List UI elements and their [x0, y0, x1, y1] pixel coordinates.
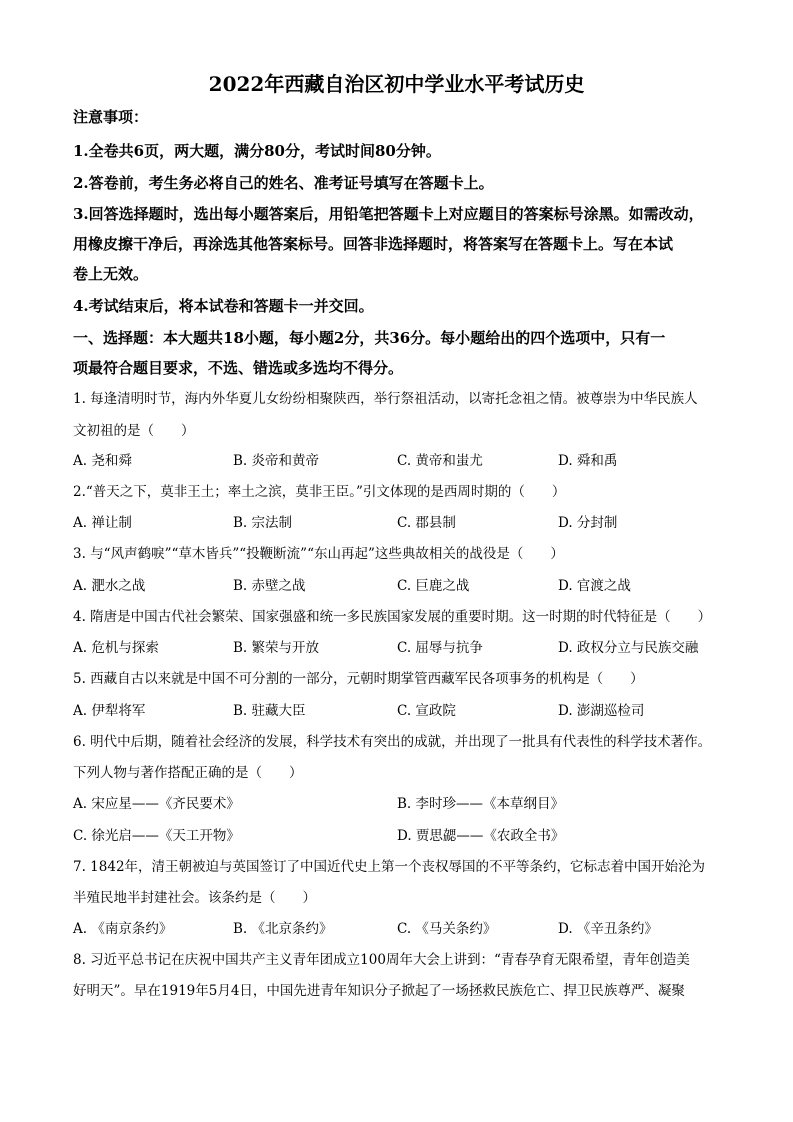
question-6-stem: 6. 明代中后期，随着社会经济的发展，科学技术有突出的成就，并出现了一批具有代表性的科学技术著作。 — [73, 734, 712, 750]
question-8-stem-cont: 好明天”。早在1919年5月4日，中国先进青年知识分子掀起了一场拯救民族危亡、捍卫民族尊严、凝聚 — [73, 983, 685, 999]
notice-item-3-end: 卷上无效。 — [73, 265, 149, 283]
question-3-option-a: A. 淝水之战 — [73, 578, 146, 594]
question-1-option-b: B. 炎帝和黄帝 — [233, 453, 320, 469]
question-6-option-b: B. 李时珍——《本草纲目》 — [397, 796, 565, 812]
question-2-option-d: D. 分封制 — [558, 515, 618, 531]
question-6-option-d: D. 贾思勰——《农政全书》 — [397, 828, 565, 844]
question-6-stem-cont: 下列人物与著作搭配正确的是（ ） — [73, 765, 303, 781]
notice-item-3: 3.回答选择题时，选出每小题答案后，用铅笔把答题卡上对应题目的答案标号涂黑。如需改动， — [73, 205, 704, 223]
question-4-option-a: A. 危机与探索 — [73, 640, 159, 656]
notice-item-1: 1.全卷共6页，两大题，满分80分，考试时间80分钟。 — [73, 142, 441, 160]
question-6-option-a: A. 宋应星——《齐民要术》 — [73, 796, 240, 812]
question-1-option-a: A. 尧和舜 — [73, 453, 132, 469]
question-7-option-c: C. 《马关条约》 — [397, 921, 497, 937]
question-3-option-b: B. 赤壁之战 — [233, 578, 306, 594]
question-7-option-b: B. 《北京条约》 — [233, 921, 333, 937]
question-4-option-d: D. 政权分立与民族交融 — [558, 640, 699, 656]
question-2-option-a: A. 禅让制 — [73, 515, 132, 531]
question-3-stem: 3. 与“风声鹤唳”“草木皆兵”“投鞭断流”“东山再起”这些典故相关的战役是（ ） — [73, 546, 564, 562]
question-3-option-d: D. 官渡之战 — [558, 578, 631, 594]
question-1-option-d: D. 舜和禹 — [558, 453, 618, 469]
question-1-stem: 1. 每逢清明时节，海内外华夏儿女纷纷相聚陕西，举行祭祖活动，以寄托念祖之情。被尊崇为中华民族人 — [73, 391, 698, 407]
notice-heading: 注意事项： — [73, 108, 149, 126]
question-4-option-c: C. 屈辱与抗争 — [397, 640, 483, 656]
question-8-stem: 8. 习近平总书记在庆祝中国共产主义青年团成立100周年大会上讲到：“青春孕育无限希望，青年创造美 — [73, 952, 690, 968]
question-6-option-c: C. 徐光启——《天工开物》 — [73, 828, 240, 844]
question-2-stem: 2.“普天之下，莫非王土；率土之滨，莫非王臣。”引文体现的是西周时期的（ ） — [73, 484, 566, 500]
section-heading: 一、选择题：本大题共18小题，每小题2分，共36分。每小题给出的四个选项中，只有一 — [73, 329, 666, 347]
question-7-stem: 7. 1842年，清王朝被迫与英国签订了中国近代史上第一个丧权辱国的不平等条约，它标志着中国开始沦为 — [73, 859, 706, 875]
question-4-stem: 4. 隋唐是中国古代社会繁荣、国家强盛和统一多民族国家发展的重要时期。这一时期的时代特征是（ ） — [73, 609, 712, 625]
question-5-option-b: B. 驻藏大臣 — [233, 703, 306, 719]
page-title: 2022年西藏自治区初中学业水平考试历史 — [208, 72, 585, 96]
question-5-option-c: C. 宣政院 — [397, 703, 456, 719]
question-7-option-a: A. 《南京条约》 — [73, 921, 173, 937]
section-heading-cont: 项最符合题目要求，不选、错选或多选均不得分。 — [73, 359, 404, 377]
question-2-option-c: C. 郡县制 — [397, 515, 456, 531]
question-7-stem-cont: 半殖民地半封建社会。该条约是（ ） — [73, 890, 316, 906]
question-5-stem: 5. 西藏自古以来就是中国不可分割的一部分，元朝时期掌管西藏军民各项事务的机构是（ ） — [73, 671, 644, 687]
question-3-option-c: C. 巨鹿之战 — [397, 578, 470, 594]
notice-item-4: 4.考试结束后，将本试卷和答题卡一并交回。 — [73, 297, 374, 315]
question-5-option-d: D. 澎湖巡检司 — [558, 703, 645, 719]
question-5-option-a: A. 伊犁将军 — [73, 703, 146, 719]
question-2-option-b: B. 宗法制 — [233, 515, 293, 531]
question-1-option-c: C. 黄帝和蚩尤 — [397, 453, 483, 469]
question-4-option-b: B. 繁荣与开放 — [233, 640, 320, 656]
question-7-option-d: D. 《辛丑条约》 — [558, 921, 658, 937]
notice-item-3-cont: 用橡皮擦干净后，再涂选其他答案标号。回答非选择题时，将答案写在答题卡上。写在本试 — [73, 235, 674, 253]
notice-item-2: 2.答卷前，考生务必将自己的姓名、准考证号填写在答题卡上。 — [73, 174, 494, 192]
question-1-stem-cont: 文初祖的是（ ） — [73, 423, 195, 439]
